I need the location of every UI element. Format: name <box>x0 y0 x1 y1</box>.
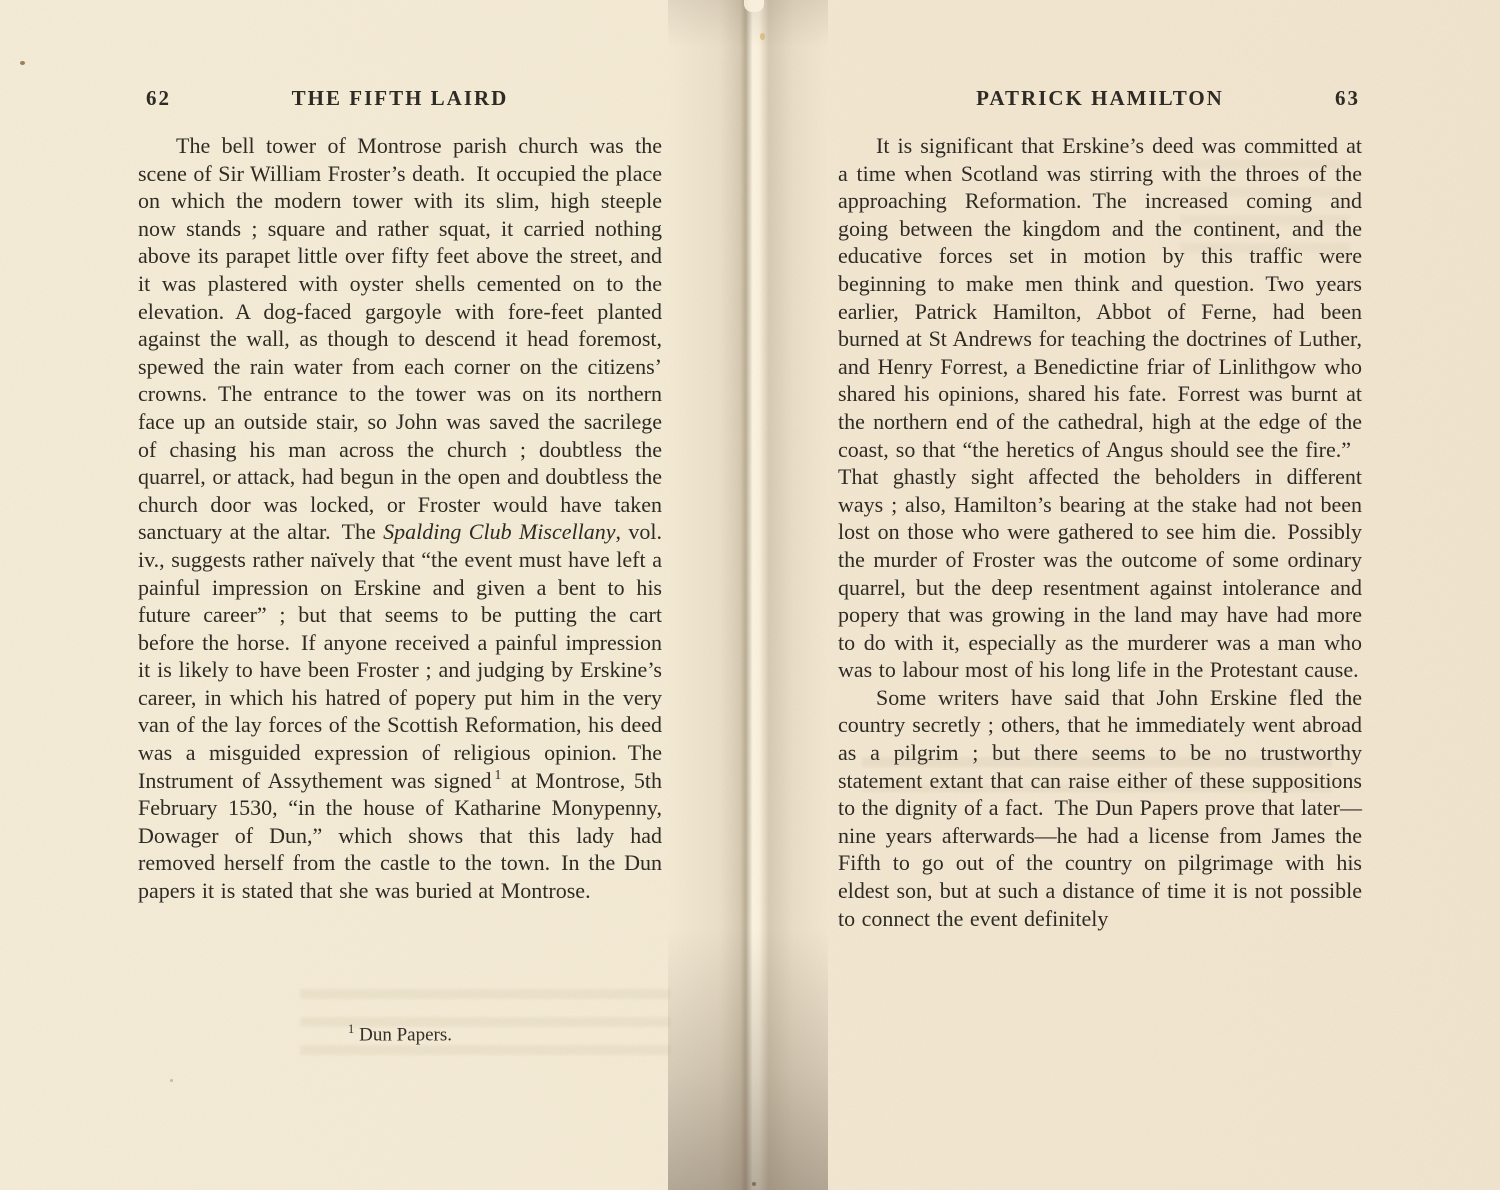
paragraph: It is significant that Erskine’s deed was committed at a time when Scotland was stirring with the throes of the approaching Reformation. The increased coming and going between the kingdom and the continent, and the educative forces set in motion by this traffic were beginning to make men think and question. Two years earlier, Patrick Hamilton, Abbot of Ferne, had been burned at St Andrews for teaching the doctrines of Luther, and Henry Forrest, a Benedictine friar of Linlithgow who shared his opinions, shared his fate. Forrest was burnt at the northern end of the cathedral, high at the edge of the coast, so that “the heretics of Angus should see the fire.” That ghastly sight affected the beholders in different ways ; also, Hamilton’s bearing at the stake had not been lost on those who were gathered to see him die. Possibly the murder of Froster was the outcome of some ordinary quarrel, but the deep resentment against intolerance and popery that was growing in the land may have had more to do with it, especially as the murderer was a man who was to labour most of his long life in the Protestant cause. <box>838 133 1362 683</box>
spine-highlight <box>744 0 764 12</box>
running-header-right: PATRICK HAMILTON <box>976 86 1224 110</box>
page-body-left <box>138 132 662 905</box>
page-number-left: 62 <box>146 86 171 110</box>
page-header-left <box>138 86 662 114</box>
book-gutter-shadow <box>668 0 828 1190</box>
footnote <box>138 1022 662 1046</box>
paper-speck <box>752 1182 756 1186</box>
paragraph: The bell tower of Montrose parish church was the scene of Sir William Froster’s death. It occupied the place on which the modern tower with its slim, high steeple now stands ; square and rather squat, it carried nothing above its parapet little over fifty feet above the street, and it was plastered with oyster shells cemented on to the elevation. A dog-faced gargoyle with fore-feet planted against the wall, as though to descend it head foremost, spewed the rain water from each corner on the citizens’ crowns. The entrance to the tower was on its northern face up an outside stair, so John was saved the sacrilege of chasing his man across the church ; doubtless the quarrel, or attack, had begun in the open and doubtless the church door was locked, or Froster would have taken sanctuary at the altar. The Spalding Club Miscellany, vol. iv., suggests rather naïvely that “the event must have left a painful impression on Erskine and given a bent to his future career” ; but that seems to be putting the cart before the horse. If anyone received a painful impression it is likely to have been Froster ; and judging by Erskine’s career, in which his hatred of popery put him in the very van of the lay forces of the Scottish Reformation, his deed was a misguided expression of religious opinion. The Instrument of Assythement was signed $^1$ at Montrose, 5th February 1530, “in the house of Katharine Monypenny, Dowager of Dun,” which shows that this lady had removed herself from the castle to the town. In the Dun papers it is stated that she was buried at Montrose. <box>138 133 662 904</box>
paragraph: Some writers have said that John Erskine fled the country secretly ; others, that he immediately went abroad as a pilgrim ; but there seems to be no trustworthy statement extant that can raise either of these suppositions to the dignity of a fact. The Dun Papers prove that later—nine years afterwards—he had a license from James the Fifth to go out of the country on pilgrimage with his eldest son, but at such a distance of time it is not possible to connect the event definitely <box>838 684 1362 931</box>
paper-speck <box>20 61 25 65</box>
page-header-right <box>838 86 1362 114</box>
paper-speck <box>760 33 765 40</box>
page-body-right <box>838 132 1362 932</box>
page-number-right: 63 <box>1335 86 1360 110</box>
paper-speck <box>170 1079 173 1082</box>
footnote-marker: 1 <box>347 1022 355 1036</box>
running-header-left: THE FIFTH LAIRD <box>291 86 509 110</box>
footnote-text: Dun Papers. <box>359 1024 453 1046</box>
